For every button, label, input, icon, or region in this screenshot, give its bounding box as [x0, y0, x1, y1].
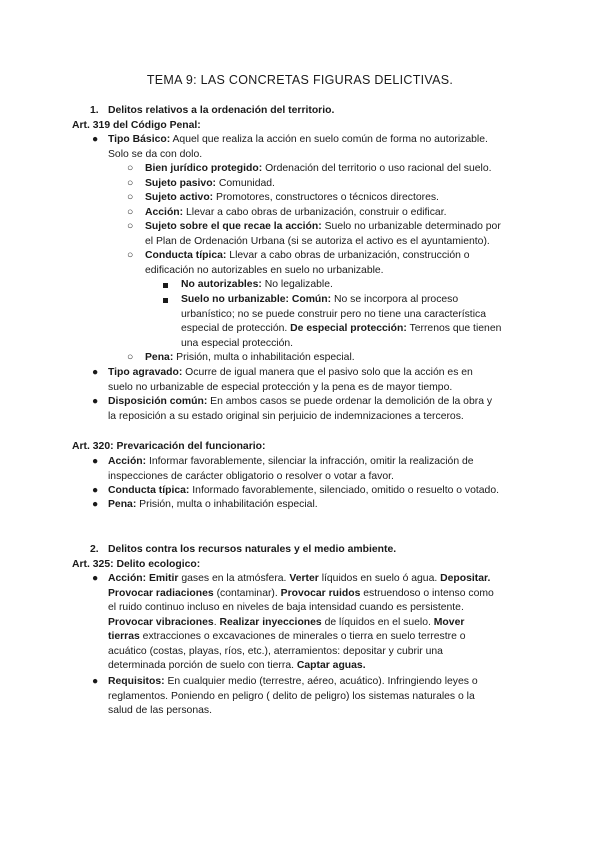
bien-juridico-text: Ordenación del territorio o uso racional del suelo. [262, 163, 492, 174]
requisitos-label: Requisitos: [108, 676, 165, 687]
accion-text: líquidos en suelo ó agua. [318, 573, 441, 584]
accion-text: gases en la atmósfera. [178, 573, 290, 584]
art320-accion-label: Acción: [108, 456, 147, 467]
sujeto-activo-label: Sujeto activo: [145, 192, 214, 203]
sujeto-recae-text-1: Suelo no urbanizable determinado por [321, 221, 501, 232]
art320-pena-label: Pena: [108, 499, 137, 510]
radiaciones-label: Provocar radiaciones [108, 587, 214, 599]
bullet-circle-icon: ○ [127, 221, 134, 232]
bullet-dot-icon: ● [92, 676, 99, 687]
disposicion-comun-text-1: En ambos casos se puede ordenar la demolición de la obra y [207, 396, 493, 407]
suelo-no-urbanizable-item [181, 293, 501, 351]
accion-text: de líquidos en el suelo. [321, 616, 434, 628]
bullet-circle-icon: ○ [127, 178, 134, 189]
suelo-no-urbanizable-text-1: No se incorpora al proceso [331, 294, 459, 305]
suelo-no-urbanizable-text-2: urbanístico; no se puede construir pero no tiene una característica [181, 308, 486, 320]
no-autorizables-item [181, 278, 333, 293]
bullet-dot-icon: ● [92, 456, 99, 467]
sujeto-pasivo-label: Sujeto pasivo: [145, 178, 217, 189]
sujeto-pasivo-item [145, 177, 275, 192]
accion-label: Acción: [145, 207, 184, 218]
vibraciones-label: Provocar vibraciones [108, 616, 214, 628]
art-320-heading: Art. 320: Prevaricación del funcionario: [72, 441, 266, 452]
bullet-circle-icon: ○ [127, 163, 134, 174]
tipo-agravado-label: Tipo agravado: [108, 367, 183, 378]
sujeto-recae-label: Sujeto sobre el que recae la acción: [145, 221, 322, 232]
bullet-circle-icon: ○ [127, 207, 134, 218]
tipo-agravado-text-2: suelo no urbanizable de especial protección y la pena es de mayor tiempo. [108, 381, 453, 393]
bullet-dot-icon: ● [92, 134, 99, 145]
sujeto-pasivo-text: Comunidad. [216, 178, 275, 189]
inyecciones-label: Realizar inyecciones [219, 616, 322, 628]
especial-proteccion-text: Terrenos que tienen [406, 323, 502, 334]
pena-item [145, 351, 355, 366]
tipo-basico-label: Tipo Básico: [108, 134, 171, 145]
bien-juridico-item [145, 162, 492, 177]
accion-text: extracciones o excavaciones de minerales o tierra en suelo terrestre o [139, 631, 466, 642]
accion-text: acuático (costas, playas, ríos, etc.), aterramientos: depositar y cubrir una [108, 645, 443, 657]
art320-conducta-label: Conducta típica: [108, 485, 190, 496]
pena-text: Prisión, multa o inhabilitación especial. [173, 352, 355, 363]
accion-item [145, 206, 447, 221]
sujeto-activo-item [145, 191, 439, 206]
no-autorizables-text: No legalizable. [261, 279, 333, 290]
suelo-no-urbanizable-label: Suelo no urbanizable: Común: [181, 294, 332, 305]
tipo-basico-item [108, 133, 488, 162]
tipo-agravado-item [108, 366, 473, 395]
requisitos-item [108, 675, 478, 719]
bullet-dot-icon: ● [92, 396, 99, 407]
art320-conducta-text: Informado favorablemente, silenciado, omitido o resuelto o votado. [189, 485, 499, 496]
mover-label: Mover [433, 616, 465, 628]
ruidos-label: Provocar ruidos [280, 587, 361, 599]
art325-accion-item [108, 572, 494, 674]
no-autorizables-label: No autorizables: [181, 279, 262, 290]
accion-emitir-label: Acción: Emitir [108, 573, 179, 584]
art320-pena-item [108, 498, 318, 513]
conducta-tipica-item [145, 249, 470, 278]
disposicion-comun-item [108, 395, 492, 424]
sujeto-activo-text: Promotores, constructores o técnicos directores. [213, 192, 439, 203]
accion-text: determinada porción de suelo con tierra. [108, 660, 297, 671]
conducta-tipica-text-1: Llevar a cabo obras de urbanización, construcción o [226, 250, 470, 261]
suelo-no-urbanizable-text-4: una especial protección. [181, 337, 294, 349]
disposicion-comun-text-2: la reposición a su estado original sin perjuicio de indemnizaciones a terceros. [108, 410, 464, 422]
bullet-square-icon [163, 283, 168, 288]
tipo-basico-text-1: Aquel que realiza la acción en suelo común de forma no autorizable. [170, 134, 488, 145]
art-325-heading: Art. 325: Delito ecologico: [72, 559, 201, 570]
accion-text: (contaminar). [213, 587, 281, 599]
sujeto-recae-item [145, 220, 501, 249]
accion-text: Llevar a cabo obras de urbanización, construir o edificar. [183, 207, 447, 218]
section-2-number: 2. [90, 544, 99, 555]
accion-text: . [213, 616, 220, 628]
tipo-basico-text-2: Solo se da con dolo. [108, 148, 203, 160]
section-1-number: 1. [90, 105, 99, 116]
bullet-dot-icon: ● [92, 499, 99, 510]
art320-accion-text-2: inspecciones de carácter obligatorio o resolver o votar a favor. [108, 470, 394, 482]
depositar-label: Depositar. [440, 573, 491, 584]
suelo-no-urbanizable-text-3: especial de protección. [181, 323, 291, 334]
especial-proteccion-label: De especial protección: [290, 323, 407, 334]
requisitos-text-2: reglamentos. Poniendo en peligro ( delito de peligro) los sistemas naturales o la [108, 690, 475, 702]
bullet-circle-icon: ○ [127, 250, 134, 261]
section-2-heading: Delitos contra los recursos naturales y el medio ambiente. [108, 544, 397, 555]
disposicion-comun-label: Disposición común: [108, 396, 208, 407]
conducta-tipica-text-2: edificación no autorizables en suelo no urbanizable. [145, 264, 384, 276]
section-1-heading: Delitos relativos a la ordenación del territorio. [108, 105, 335, 116]
captar-aguas-label: Captar aguas. [296, 660, 366, 671]
bullet-circle-icon: ○ [127, 192, 134, 203]
art320-accion-text-1: Informar favorablemente, silenciar la infracción, omitir la realización de [146, 456, 474, 467]
accion-text: estruendoso o intenso como [360, 587, 494, 599]
bullet-circle-icon: ○ [127, 352, 134, 363]
sujeto-recae-text-2: el Plan de Ordenación Urbana (si se autoriza el activo es el ayuntamiento). [145, 235, 490, 247]
art320-accion-item [108, 455, 474, 484]
bullet-dot-icon: ● [92, 485, 99, 496]
document-title: TEMA 9: LAS CONCRETAS FIGURAS DELICTIVAS. [146, 73, 454, 87]
requisitos-text-1: En cualquier medio (terrestre, aéreo, acuático). Infringiendo leyes o [164, 676, 478, 687]
bien-juridico-label: Bien jurídico protegido: [145, 163, 263, 174]
verter-label: Verter [289, 573, 319, 584]
bullet-dot-icon: ● [92, 573, 99, 584]
pena-label: Pena: [145, 352, 174, 363]
art320-conducta-item [108, 484, 499, 499]
bullet-square-icon [163, 298, 168, 303]
tipo-agravado-text-1: Ocurre de igual manera que el pasivo solo que la acción es en [182, 367, 473, 378]
conducta-tipica-label: Conducta típica: [145, 250, 227, 261]
requisitos-text-3: salud de las personas. [108, 705, 212, 716]
art320-pena-text: Prisión, multa o inhabilitación especial. [136, 499, 318, 510]
bullet-dot-icon: ● [92, 367, 99, 378]
accion-text: el ruido continuo incluso en niveles de baja intensidad cuando es persistente. [108, 602, 464, 613]
art-319-heading: Art. 319 del Código Penal: [72, 120, 201, 131]
tierras-label: tierras [108, 631, 140, 642]
